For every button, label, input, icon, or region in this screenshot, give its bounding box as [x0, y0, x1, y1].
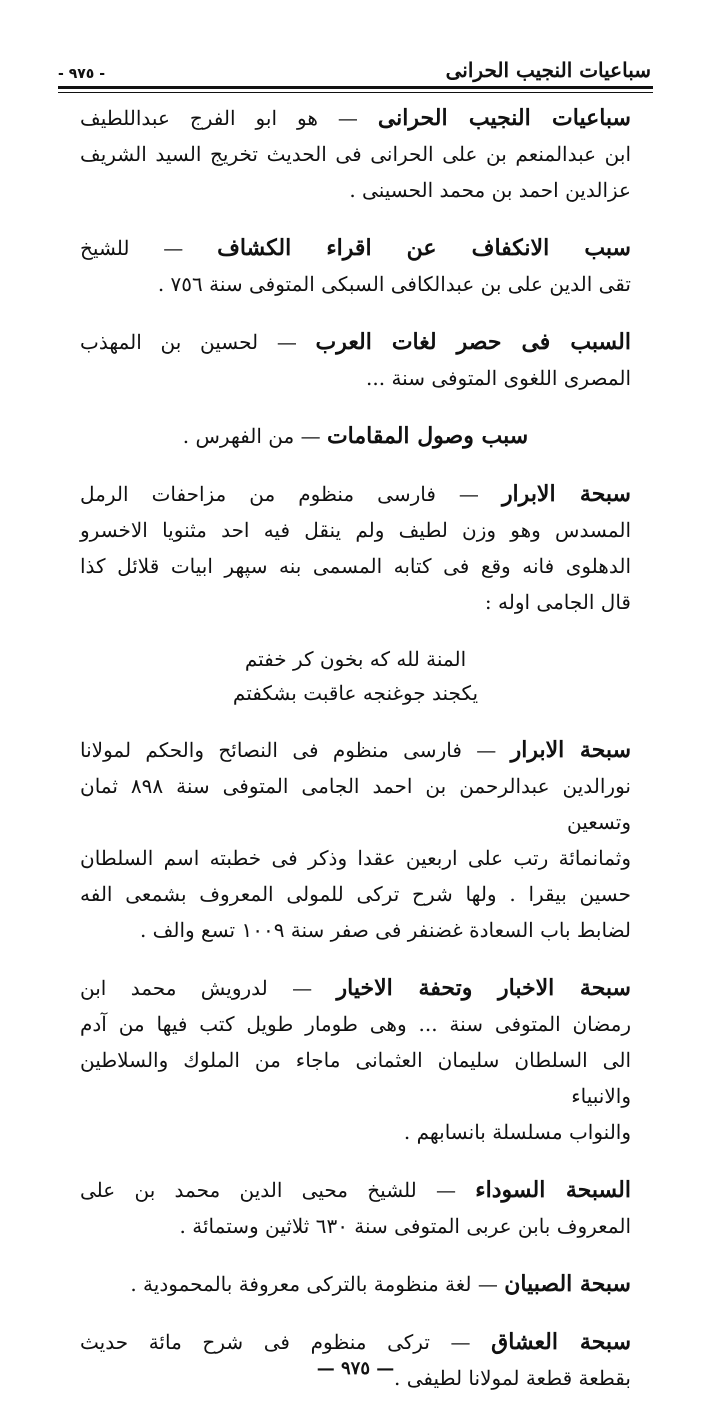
poem-verse	[80, 642, 631, 710]
entry-line: سبب وصول المقامات — من الفهرس .	[182, 423, 529, 449]
entry-line: رمضان المتوفى سنة ... وهى طومار طويل كتب فيها من آدم	[80, 1012, 631, 1036]
entry	[80, 100, 631, 208]
running-header	[58, 52, 651, 82]
entry	[80, 476, 631, 620]
header-page-number: - ٩٧٥ -	[58, 66, 106, 82]
header-title: سباعيات النجيب الحرانى	[445, 58, 651, 82]
header-rule-thin	[58, 92, 653, 93]
entry	[80, 732, 631, 948]
entry-title: السبحة السوداء	[475, 1177, 631, 1203]
entry-line: الى السلطان سليمان العثمانى ماجاء من الملوك والسلاطين والانبياء	[80, 1048, 631, 1108]
entry-line: والنواب مسلسلة بانسابهم .	[403, 1120, 631, 1144]
entry-title: سبحة الاخبار وتحفة الاخيار	[336, 975, 631, 1001]
entry-line: نورالدين عبدالرحمن بن احمد الجامى المتوفى سنة ٨٩٨ ثمان وتسعين	[80, 774, 631, 834]
entry-line: سبحة الابرار — فارسى منظوم فى النصائح والحكم لمولانا	[80, 737, 631, 763]
entry-title: السبب فى حصر لغات العرب	[315, 329, 631, 355]
entry-line: سبحة الابرار — فارسى منظوم من مزاحفات الرمل	[80, 481, 631, 507]
entry-title: سباعيات النجيب الحرانى	[377, 105, 631, 131]
entry-title: سبحة الابرار	[510, 737, 631, 763]
entry-line: السبب فى حصر لغات العرب — لحسين بن المهذب	[80, 329, 631, 355]
entry-title: سبحة الابرار	[501, 481, 631, 507]
entry-line: سبحة العشاق — تركى منظوم فى شرح مائة حديث	[80, 1329, 631, 1355]
entry-line: السبحة السوداء — للشيخ محيى الدين محمد بن على	[80, 1177, 631, 1203]
entry-line: بقطعة قطعة لمولانا لطيفى .	[394, 1366, 631, 1390]
poem-line: المنة لله كه بخون كر خفتم	[244, 647, 467, 671]
poem-line: يكجند جوغنجه عاقبت بشكفتم	[232, 681, 479, 705]
entry	[80, 1172, 631, 1244]
entry	[80, 418, 631, 454]
entry-title: سبحة العشاق	[491, 1329, 631, 1355]
entry-line: وثمانمائة رتب على اربعين عقدا وذكر فى خطبته اسم السلطان	[80, 846, 631, 870]
entries-body	[80, 100, 631, 1418]
entry-line: تقى الدين على بن عبدالكافى السبكى المتوفى سنة ٧٥٦ .	[157, 272, 631, 296]
entry-line: قال الجامى اوله :	[484, 590, 631, 614]
entry	[80, 1266, 631, 1302]
entry-line: المسدس وهو وزن لطيف ولم ينقل فيه احد مثنويا الاخسرو	[80, 518, 631, 542]
entry-title: سبب وصول المقامات	[326, 423, 529, 449]
header-rule-thick	[58, 86, 653, 89]
entry-line: المصرى اللغوى المتوفى سنة ...	[366, 366, 631, 390]
page-number-footer: — ٩٧٥ —	[316, 1358, 395, 1379]
entry-line: سبب الانكفاف عن اقراء الكشاف — للشيخ	[80, 235, 631, 261]
entry-line: لضابط باب السعادة غضنفر فى صفر سنة ١٠٠٩ تسع والف .	[139, 918, 631, 942]
entry	[80, 324, 631, 396]
entry-line: المعروف بابن عربى المتوفى سنة ٦٣٠ ثلاثين وستمائة .	[179, 1214, 631, 1238]
entry	[80, 230, 631, 302]
entry-line: عزالدين احمد بن محمد الحسينى .	[349, 178, 631, 202]
entry-line: سباعيات النجيب الحرانى — هو ابو الفرج عبداللطيف	[80, 105, 631, 131]
entry	[80, 970, 631, 1150]
entry-line: حسين بيقرا . ولها شرح تركى للمولى المعروف بشمعى الفه	[80, 882, 631, 906]
entry-line: سبحة الصبيان — لغة منظومة بالتركى معروفة بالمحمودية .	[130, 1271, 631, 1297]
entry-line: سبحة الاخبار وتحفة الاخيار — لدرويش محمد ابن	[80, 975, 631, 1001]
entry-line: ابن عبدالمنعم بن على الحرانى فى الحديث تخريج السيد الشريف	[80, 142, 631, 166]
entry-title: سبب الانكفاف عن اقراء الكشاف	[217, 235, 631, 261]
entry-line: الدهلوى فانه وقع فى كتابه المسمى بنه سپهر ابيات قلائل كذا	[80, 554, 631, 578]
entry-title: سبحة الصبيان	[504, 1271, 631, 1297]
